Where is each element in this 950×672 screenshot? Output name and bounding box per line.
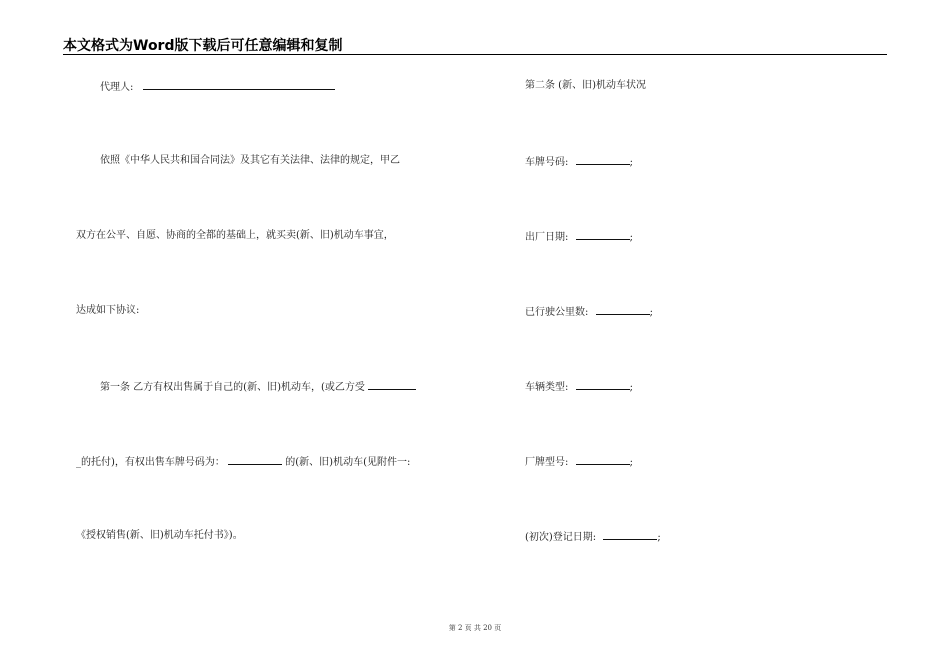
- field-blank: [596, 304, 650, 315]
- field-end: ;: [657, 532, 661, 543]
- para2-line2-suffix: 的(新、旧)机动车(见附件一:: [285, 457, 411, 468]
- field-blank: [576, 154, 630, 165]
- header-title: 本文格式为Word版下载后可任意编辑和复制: [63, 38, 343, 54]
- field-manufacture-date: [525, 229, 633, 245]
- para2-line1-text: 第一条 乙方有权出售属于自己的(新、旧)机动车，(或乙方受: [100, 382, 365, 393]
- field-blank: [603, 529, 657, 540]
- entrust-blank: [368, 379, 416, 390]
- field-blank: [576, 454, 630, 465]
- field-label: 厂牌型号:: [525, 457, 569, 468]
- field-label: 车牌号码:: [525, 157, 569, 168]
- agent-label: 代理人:: [100, 82, 134, 93]
- section-title: 第二条 (新、旧)机动车状况: [525, 80, 646, 91]
- para2-line3: 《授权销售(新、旧)机动车托付书》)。: [76, 530, 243, 541]
- field-label: 车辆类型:: [525, 382, 569, 393]
- field-end: ;: [629, 157, 633, 168]
- para1-line2: 双方在公平、自愿、协商的全都的基础上，就买卖(新、旧)机动车事宜，: [76, 230, 394, 241]
- field-label: 已行驶公里数:: [525, 307, 589, 318]
- field-end: ;: [629, 457, 633, 468]
- field-label: 出厂日期:: [525, 232, 569, 243]
- field-plate-number: [525, 154, 633, 170]
- field-end: ;: [649, 307, 653, 318]
- agent-line: [100, 79, 335, 95]
- para1-line1: 依照《中华人民共和国合同法》及其它有关法律、法律的规定，甲乙: [100, 155, 400, 166]
- para2-line2: [76, 454, 410, 470]
- field-blank: [576, 229, 630, 240]
- field-blank: [576, 379, 630, 390]
- field-end: ;: [629, 382, 633, 393]
- field-registration-date: [525, 529, 661, 545]
- page-header: [63, 34, 887, 55]
- page-number: 第 2 页 共 20 页: [448, 624, 502, 632]
- field-mileage: [525, 304, 653, 320]
- field-brand-model: [525, 454, 633, 470]
- para2-line1: [100, 379, 416, 395]
- field-vehicle-type: [525, 379, 633, 395]
- para1-line3: 达成如下协议:: [76, 305, 140, 316]
- field-end: ;: [629, 232, 633, 243]
- field-label: (初次)登记日期:: [525, 532, 597, 543]
- agent-blank: [143, 79, 335, 90]
- para2-line2-prefix: _的托付)，有权出售车牌号码为：: [76, 457, 225, 468]
- plate-number-blank: [228, 454, 282, 465]
